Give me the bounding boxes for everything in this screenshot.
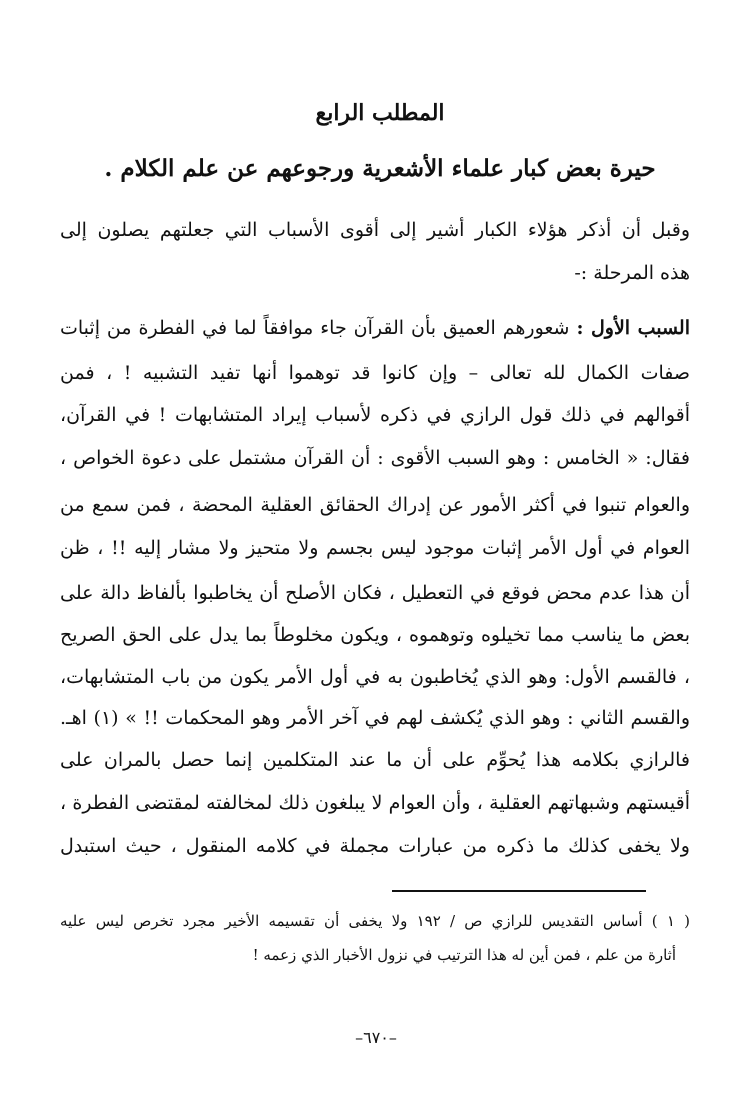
intro-line: هذه المرحلة :- bbox=[574, 262, 690, 284]
footnote-line: ( ١ ) أساس التقديس للرازي ص / ١٩٢ ولا يخفى أن تقسيمه الأخير مجرد تخرص ليس عليه bbox=[60, 912, 690, 930]
section-heading: المطلب الرابع bbox=[315, 100, 445, 126]
body-line-first bbox=[60, 313, 690, 343]
reason-lead: السبب الأول : bbox=[576, 317, 690, 339]
body-line-text: شعورهم العميق بأن القرآن جاء موافقاً لما في الفطرة من إثبات bbox=[60, 317, 570, 339]
page-number: –٦٧٠– bbox=[355, 1028, 397, 1047]
body-line: أقيستهم وشبهاتهم العقلية ، وأن العوام لا يبلغون ذلك لمخالفته لمقتضى الفطرة ، bbox=[60, 792, 690, 814]
body-line: أن هذا عدم محض فوقع في التعطيل ، فكان الأصلح أن يخاطبوا بألفاظ دالة على bbox=[60, 582, 690, 604]
intro-line: وقبل أن أذكر هؤلاء الكبار أشير إلى أقوى الأسباب التي جعلتهم يصلون إلى bbox=[60, 219, 690, 241]
body-line: ، فالقسم الأول: وهو الذي يُخاطبون به في أول الأمر يكون من باب المتشابهات، bbox=[60, 666, 690, 688]
footnote-divider bbox=[392, 890, 646, 892]
body-line: فالرازي بكلامه هذا يُحوِّم على أن ما عند المتكلمين إنما حصل بالمران على bbox=[60, 749, 690, 771]
body-line: فقال: « الخامس : وهو السبب الأقوى : أن القرآن مشتمل على دعوة الخواص ، bbox=[60, 447, 690, 469]
footnote-line: أثارة من علم ، فمن أين له هذا الترتيب في نزول الأخبار الذي زعمه ! bbox=[252, 946, 676, 964]
chapter-title: حيرة بعض كبار علماء الأشعرية ورجوعهم عن علم الكلام . bbox=[104, 155, 656, 182]
body-line: والعوام تنبوا في أكثر الأمور عن إدراك الحقائق العقلية المحضة ، فمن سمع من bbox=[60, 494, 690, 516]
body-line: أقوالهم في ذلك قول الرازي في ذكره لأسباب إيراد المتشابهات ! في القرآن، bbox=[60, 404, 690, 426]
body-line: بعض ما يناسب مما تخيلوه وتوهموه ، ويكون مخلوطاً بما يدل على الحق الصريح bbox=[60, 624, 690, 646]
body-line: صفات الكمال لله تعالى – وإن كانوا قد توهموا أنها تفيد التشبيه ! ، فمن bbox=[60, 362, 690, 384]
body-line: ولا يخفى كذلك ما ذكره من عبارات مجملة في كلامه المنقول ، حيث استبدل bbox=[60, 835, 690, 857]
body-line: والقسم الثاني : وهو الذي يُكشف لهم في آخر الأمر وهو المحكمات !! » (١) اهـ. bbox=[60, 707, 690, 729]
body-line: العوام في أول الأمر إثبات موجود ليس بجسم ولا متحيز ولا مشار إليه !! ، ظن bbox=[60, 537, 690, 559]
